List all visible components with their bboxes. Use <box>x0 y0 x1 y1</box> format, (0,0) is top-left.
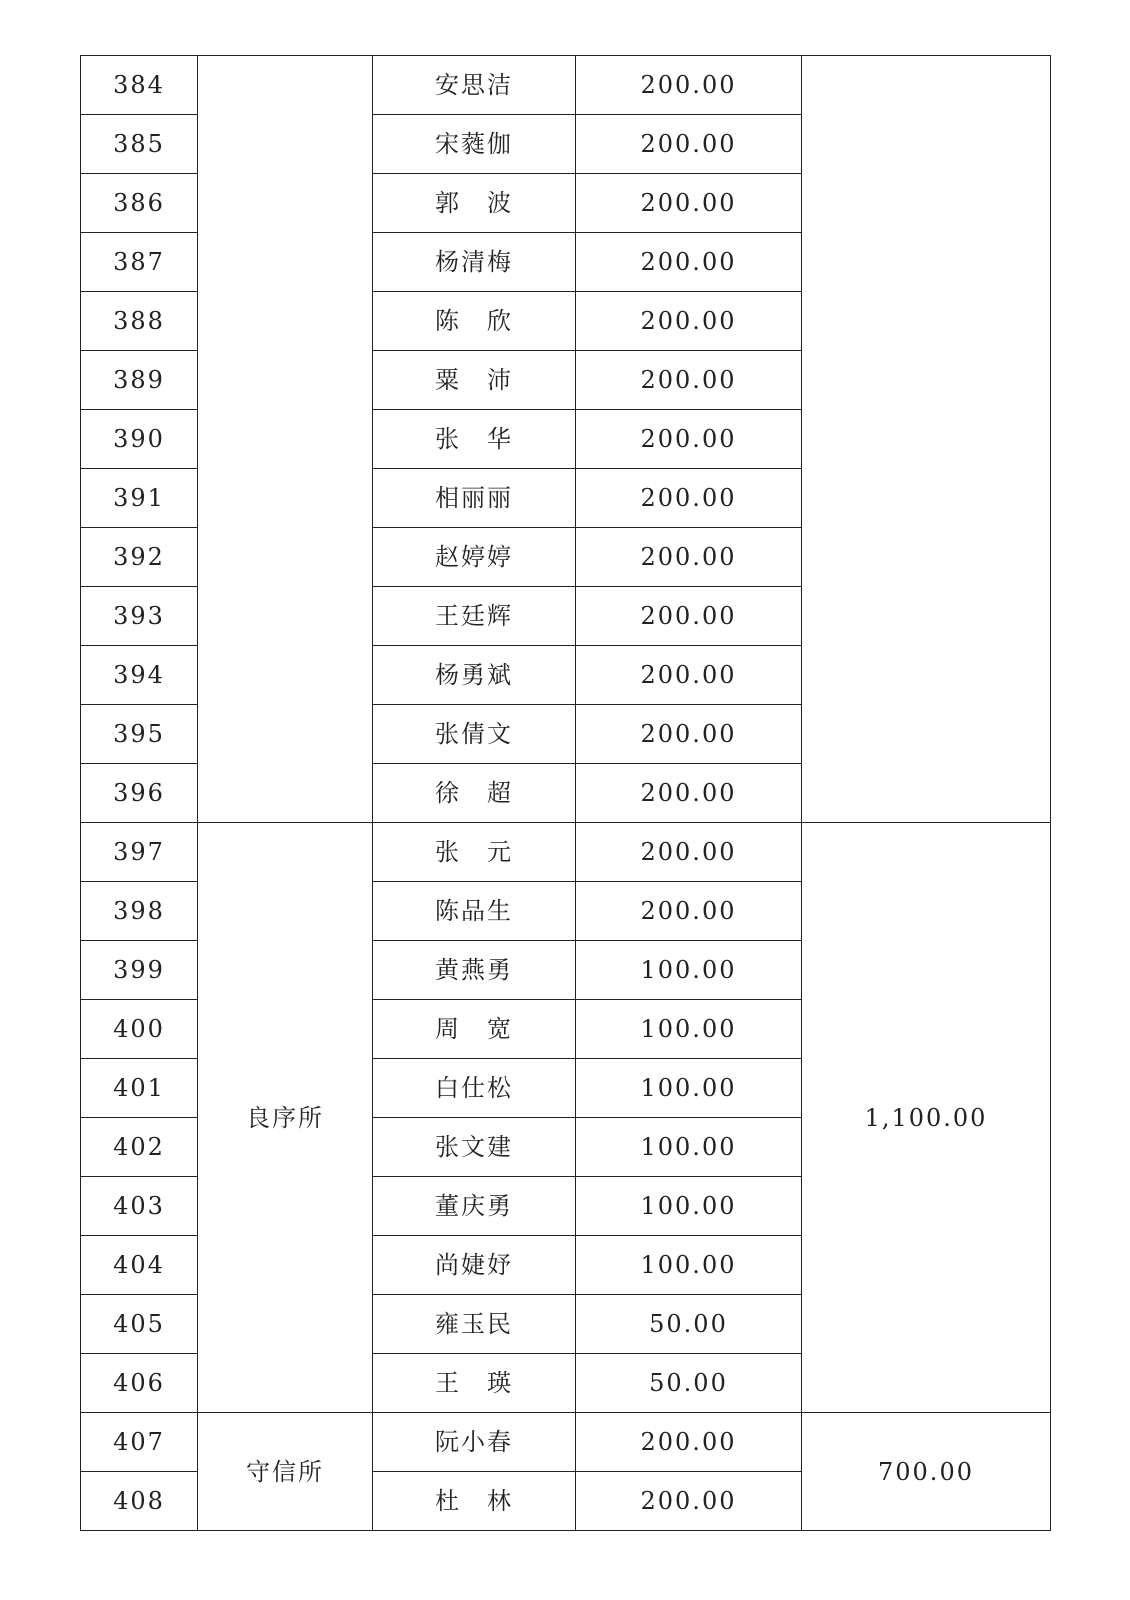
donation-amount: 200.00 <box>576 764 802 823</box>
row-number: 400 <box>81 1000 198 1059</box>
person-name: 黄燕勇 <box>373 941 576 1000</box>
person-name: 陈品生 <box>373 882 576 941</box>
donation-amount: 200.00 <box>576 882 802 941</box>
row-number: 401 <box>81 1059 198 1118</box>
person-name: 张 华 <box>373 410 576 469</box>
donation-amount: 200.00 <box>576 528 802 587</box>
donation-amount: 200.00 <box>576 587 802 646</box>
person-name: 杨清梅 <box>373 233 576 292</box>
donation-amount: 200.00 <box>576 115 802 174</box>
donation-amount: 200.00 <box>576 469 802 528</box>
person-name: 粟 沛 <box>373 351 576 410</box>
donation-amount: 50.00 <box>576 1295 802 1354</box>
donation-table <box>80 55 1051 1531</box>
donation-amount: 200.00 <box>576 56 802 115</box>
donation-amount: 100.00 <box>576 1177 802 1236</box>
row-number: 398 <box>81 882 198 941</box>
unit-total: 700.00 <box>802 1413 1051 1531</box>
donation-amount: 200.00 <box>576 233 802 292</box>
donation-amount: 100.00 <box>576 941 802 1000</box>
person-name: 白仕松 <box>373 1059 576 1118</box>
person-name: 徐 超 <box>373 764 576 823</box>
row-number: 385 <box>81 115 198 174</box>
row-number: 408 <box>81 1472 198 1531</box>
table-body <box>81 56 1051 1531</box>
row-number: 396 <box>81 764 198 823</box>
row-number: 387 <box>81 233 198 292</box>
donation-amount: 200.00 <box>576 351 802 410</box>
person-name: 相丽丽 <box>373 469 576 528</box>
row-number: 403 <box>81 1177 198 1236</box>
donation-table-container <box>80 55 1050 1531</box>
person-name: 董庆勇 <box>373 1177 576 1236</box>
person-name: 郭 波 <box>373 174 576 233</box>
donation-amount: 200.00 <box>576 705 802 764</box>
donation-amount: 200.00 <box>576 410 802 469</box>
person-name: 阮小春 <box>373 1413 576 1472</box>
row-number: 405 <box>81 1295 198 1354</box>
person-name: 尚婕妤 <box>373 1236 576 1295</box>
unit-name: 良序所 <box>198 823 373 1413</box>
unit-name: 守信所 <box>198 1413 373 1531</box>
row-number: 406 <box>81 1354 198 1413</box>
donation-amount: 200.00 <box>576 823 802 882</box>
donation-amount: 100.00 <box>576 1236 802 1295</box>
row-number: 399 <box>81 941 198 1000</box>
donation-amount: 200.00 <box>576 292 802 351</box>
person-name: 杜 林 <box>373 1472 576 1531</box>
donation-amount: 100.00 <box>576 1118 802 1177</box>
donation-amount: 200.00 <box>576 174 802 233</box>
row-number: 407 <box>81 1413 198 1472</box>
donation-amount: 100.00 <box>576 1059 802 1118</box>
row-number: 397 <box>81 823 198 882</box>
table-row <box>81 1413 1051 1472</box>
person-name: 杨勇斌 <box>373 646 576 705</box>
unit-total: 1,100.00 <box>802 823 1051 1413</box>
person-name: 雍玉民 <box>373 1295 576 1354</box>
row-number: 388 <box>81 292 198 351</box>
row-number: 393 <box>81 587 198 646</box>
donation-amount: 200.00 <box>576 1472 802 1531</box>
person-name: 王廷辉 <box>373 587 576 646</box>
person-name: 宋蕤伽 <box>373 115 576 174</box>
row-number: 390 <box>81 410 198 469</box>
donation-amount: 200.00 <box>576 1413 802 1472</box>
donation-amount: 100.00 <box>576 1000 802 1059</box>
row-number: 386 <box>81 174 198 233</box>
unit-total <box>802 56 1051 823</box>
table-row <box>81 56 1051 115</box>
person-name: 张文建 <box>373 1118 576 1177</box>
row-number: 391 <box>81 469 198 528</box>
row-number: 402 <box>81 1118 198 1177</box>
row-number: 384 <box>81 56 198 115</box>
person-name: 王 瑛 <box>373 1354 576 1413</box>
row-number: 389 <box>81 351 198 410</box>
person-name: 张 元 <box>373 823 576 882</box>
row-number: 394 <box>81 646 198 705</box>
row-number: 392 <box>81 528 198 587</box>
table-row <box>81 823 1051 882</box>
person-name: 张倩文 <box>373 705 576 764</box>
donation-amount: 50.00 <box>576 1354 802 1413</box>
row-number: 404 <box>81 1236 198 1295</box>
row-number: 395 <box>81 705 198 764</box>
person-name: 安思洁 <box>373 56 576 115</box>
person-name: 赵婷婷 <box>373 528 576 587</box>
donation-amount: 200.00 <box>576 646 802 705</box>
person-name: 周 宽 <box>373 1000 576 1059</box>
person-name: 陈 欣 <box>373 292 576 351</box>
unit-name <box>198 56 373 823</box>
